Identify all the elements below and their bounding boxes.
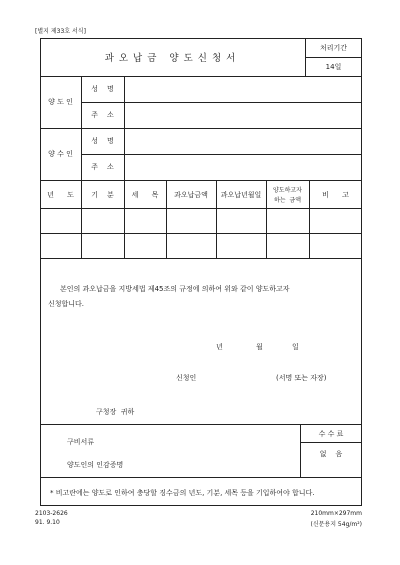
fee-label: 수 수 료 [318,430,344,438]
form-title: 과오납금 양도신청서 [104,53,241,64]
header-period: 기 분 [91,191,114,199]
footer-size: 210mm×297mm [310,510,362,517]
header-remarks: 비 고 [322,191,349,199]
transferor-label: 양 도 인 [48,98,73,106]
fee-value: 없 음 [319,450,343,458]
date-day-label: 일 [292,343,299,351]
transferee-address-label: 주 소 [91,163,114,171]
transferee-name-label: 성 명 [91,137,114,145]
header-tax-item: 세 목 [131,191,159,199]
statement-line1: 본인의 과오납금을 지방세법 제45조의 규정에 의하여 위와 같이 양도하고자 [60,285,290,293]
form-reference: [별지 제33호 서식] [35,28,86,35]
transferor-address-label: 주 소 [91,111,114,119]
recipient: 구청장 귀하 [96,408,135,416]
applicant-sign: (서명 또는 자장) [276,374,327,382]
date-month-label: 월 [256,343,263,351]
processing-period-value: 14일 [325,63,342,71]
header-amount: 과오납금액 [174,191,208,199]
header-paid-date: 과오납년월일 [220,191,262,199]
header-year: 년 도 [47,191,74,199]
transferee-label: 양 수 인 [48,150,73,158]
header-transfer-amount-line2: 하는 금액 [274,197,301,204]
footer-date: 91. 9.10 [35,519,60,526]
attachments-item: 양도인의 인감증명 [67,461,124,469]
header-transfer-amount-line1: 양도하고자 [273,187,302,194]
processing-period-label: 처리기간 [319,44,348,52]
remarks-note: * 비고란에는 양도로 인하여 충당할 징수금의 년도, 기분, 세목 등을 기입하여야 합니다. [50,489,315,497]
date-year-label: 년 [216,343,223,351]
statement-line2: 신청합니다. [48,300,85,308]
attachments-label: 구비서류 [67,438,95,446]
transferor-name-label: 성 명 [91,85,114,93]
footer-code: 2103-2626 [35,510,68,517]
applicant-label: 신청인 [176,374,197,382]
footer-paper: (신문용지 54g/m²) [310,521,362,528]
